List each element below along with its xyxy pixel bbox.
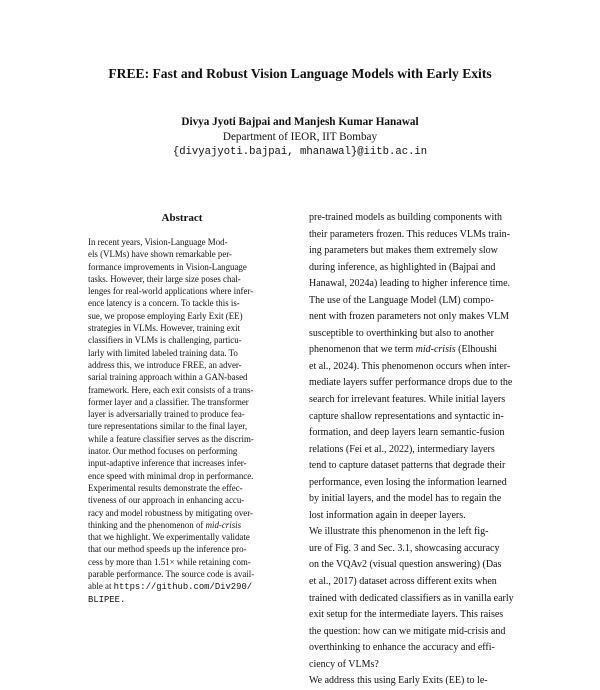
italic-term: mid-crisis <box>415 344 456 356</box>
text-line <box>309 541 509 558</box>
text-span: input-adaptive inference that increases infer- <box>88 458 247 469</box>
text-span: We illustrate this phenomenon in the left fig- <box>309 526 489 538</box>
text-span: their parameters frozen. This reduces VLMs train- <box>309 228 510 240</box>
text-span: (Elhoushi <box>455 344 498 356</box>
text-line <box>88 273 276 285</box>
text-line <box>309 227 509 244</box>
text-span: larly with limited labeled training data. To <box>88 347 238 358</box>
text-span: et al., 2024). This phenomenon occurs when inter- <box>309 360 511 372</box>
text-line <box>88 310 276 322</box>
text-line <box>309 425 509 442</box>
text-span: strategies in VLMs. However, training exit <box>88 323 241 334</box>
text-span: inator. Our method focuses on performing <box>88 446 238 457</box>
text-span: former layer and a classifier. The transformer <box>88 396 249 407</box>
text-line <box>88 470 276 482</box>
text-line <box>309 409 509 426</box>
text-line <box>309 524 509 541</box>
text-span: formance improvements in Vision-Language <box>88 261 247 272</box>
text-line <box>88 248 276 260</box>
body-text-column <box>309 210 514 690</box>
text-span: framework. Here, each exit consists of a trans- <box>88 384 254 395</box>
text-span: that we highlight. We experimentally validate <box>88 532 250 543</box>
text-line <box>88 580 276 592</box>
text-span: ence speed with minimal drop in performance. <box>88 470 254 481</box>
text-line <box>88 236 276 248</box>
text-line <box>88 384 276 396</box>
text-line <box>309 657 509 674</box>
text-line <box>88 433 276 445</box>
text-line <box>309 557 509 574</box>
text-span: We address this using Early Exits (EE) to le- <box>309 675 488 687</box>
text-span: nent with frozen parameters not only makes VLM <box>309 311 510 323</box>
text-line <box>88 261 276 273</box>
text-line <box>309 574 509 591</box>
text-line <box>88 334 276 346</box>
text-line <box>309 243 509 260</box>
text-span: els (VLMs) have shown remarkable per- <box>88 249 232 260</box>
text-line <box>309 607 509 624</box>
text-span: address this, we introduce FREE, an adver- <box>88 359 242 370</box>
text-line <box>309 260 509 277</box>
affiliation: Department of IEOR, IIT Bombay <box>222 131 378 143</box>
text-span: performance, even losing the information learned <box>309 476 507 488</box>
text-line <box>88 285 276 297</box>
text-line <box>309 309 509 326</box>
text-line <box>88 457 276 469</box>
text-span: relations (Fei et al., 2022), intermediary layers <box>309 443 495 455</box>
text-span: ing parameters but makes them extremely slow <box>309 245 498 257</box>
text-line <box>309 210 509 227</box>
text-span: lost information again in deeper layers. <box>309 509 466 521</box>
text-span: ture representations similar to the final layer, <box>88 421 248 432</box>
text-line <box>88 297 276 309</box>
text-line <box>88 371 276 383</box>
text-span: during inference, as highlighted in (Bajpai and <box>309 261 496 273</box>
text-span: phenomenon that we term <box>309 344 416 356</box>
text-span: sue, we propose employing Early Exit (EE) <box>88 310 243 321</box>
authors: Divya Jyoti Bajpai and Manjesh Kumar Hanawal <box>181 116 419 128</box>
text-line <box>88 507 276 519</box>
italic-term: mid-crisis <box>205 519 242 530</box>
paper-title: FREE: Fast and Robust Vision Language Models with Early Exits <box>108 66 492 81</box>
text-line <box>88 347 276 359</box>
text-line <box>88 494 276 506</box>
text-span: Hanawal, 2024a) leading to higher inference time. <box>309 278 511 290</box>
text-line <box>309 342 509 359</box>
text-span: ure of Fig. 3 and Sec. 3.1, showcasing accuracy <box>309 542 500 554</box>
text-span: while a feature classifier serves as the discrim- <box>88 433 254 444</box>
text-span: cess by more than 1.51× while retaining com- <box>88 556 251 567</box>
text-span: tasks. However, their large size poses chal- <box>88 273 241 284</box>
text-line <box>88 396 276 408</box>
abstract-body <box>88 236 276 605</box>
text-line <box>309 591 514 608</box>
text-line <box>88 568 276 580</box>
text-line <box>88 445 276 457</box>
text-span: trained with dedicated classifiers as in vanilla early <box>309 592 514 604</box>
text-span: lenges for real-world applications where infer- <box>88 286 254 297</box>
text-span: ence latency is a concern. To tackle this is- <box>88 298 240 309</box>
text-line <box>309 293 509 310</box>
text-span: classifiers in VLMs is challenging, particu- <box>88 335 242 346</box>
text-span: tend to capture dataset patterns that degrade their <box>309 460 506 472</box>
text-span: overthinking to enhance the accuracy and effi- <box>309 642 495 654</box>
text-span: capture shallow representations and syntactic in- <box>309 410 504 422</box>
text-span: et al., 2017) dataset across different exits when <box>309 576 497 588</box>
text-line <box>88 408 276 420</box>
text-line <box>88 531 276 543</box>
text-span: tiveness of our approach in enhancing accu- <box>88 495 245 506</box>
text-line <box>88 359 276 371</box>
text-line <box>309 276 509 293</box>
text-span: exit setup for the intermediate layers. This raises <box>309 609 504 621</box>
text-span: that our method speeds up the inference pro- <box>88 544 247 555</box>
text-line <box>309 392 509 409</box>
text-span: sarial training approach within a GAN-based <box>88 372 248 383</box>
email: {divyajyoti.bajpai, mhanawal}@iitb.ac.in <box>172 146 428 158</box>
text-span: In recent years, Vision-Language Mod- <box>88 237 228 247</box>
text-line <box>309 475 509 492</box>
text-span: search for irrelevant features. While initial layers <box>309 394 506 406</box>
text-span: mediate layers suffer performance drops due to the <box>309 377 513 389</box>
text-line <box>309 375 513 392</box>
text-span: by initial layers, and the model has to regain the <box>309 493 502 505</box>
text-line <box>309 442 509 459</box>
text-line <box>309 491 509 508</box>
text-line <box>309 359 509 376</box>
text-span: parable performance. The source code is avail- <box>88 569 255 580</box>
text-line <box>88 593 276 605</box>
text-line <box>88 543 276 555</box>
text-line <box>88 519 276 531</box>
text-span: ciency of VLMs? <box>309 658 379 670</box>
url-link[interactable]: https://github.com/Div290/ <box>113 582 253 593</box>
text-span: The use of the Language Model (LM) compo- <box>309 294 494 306</box>
text-line <box>309 640 509 657</box>
text-line <box>88 420 276 432</box>
text-line <box>309 326 509 343</box>
text-span: pre-trained models as building components with <box>309 212 503 223</box>
abstract-heading: Abstract <box>161 212 203 224</box>
text-span: able at <box>88 581 114 592</box>
text-line <box>309 508 509 525</box>
text-span: susceptible to overthinking but also to another <box>309 327 494 339</box>
text-span: Experimental results demonstrate the effec- <box>88 482 243 493</box>
text-span: the question: how can we mitigate mid-crisis and <box>309 625 506 637</box>
url-link[interactable]: BLIPEE. <box>88 594 126 605</box>
text-span: on the VQAv2 (visual question answering) (Das <box>309 559 502 571</box>
text-line <box>309 673 509 690</box>
text-line <box>88 322 276 334</box>
text-line <box>88 556 276 568</box>
text-line <box>309 624 509 641</box>
text-line <box>88 482 276 494</box>
text-span: thinking and the phenomenon of <box>88 519 206 530</box>
text-span: formation, and deep layers learn semantic-fusion <box>309 427 505 439</box>
text-line <box>309 458 509 475</box>
text-span: racy and model robustness by mitigating over- <box>88 507 253 518</box>
text-span: layer is adversarially trained to produce fea- <box>88 409 245 420</box>
